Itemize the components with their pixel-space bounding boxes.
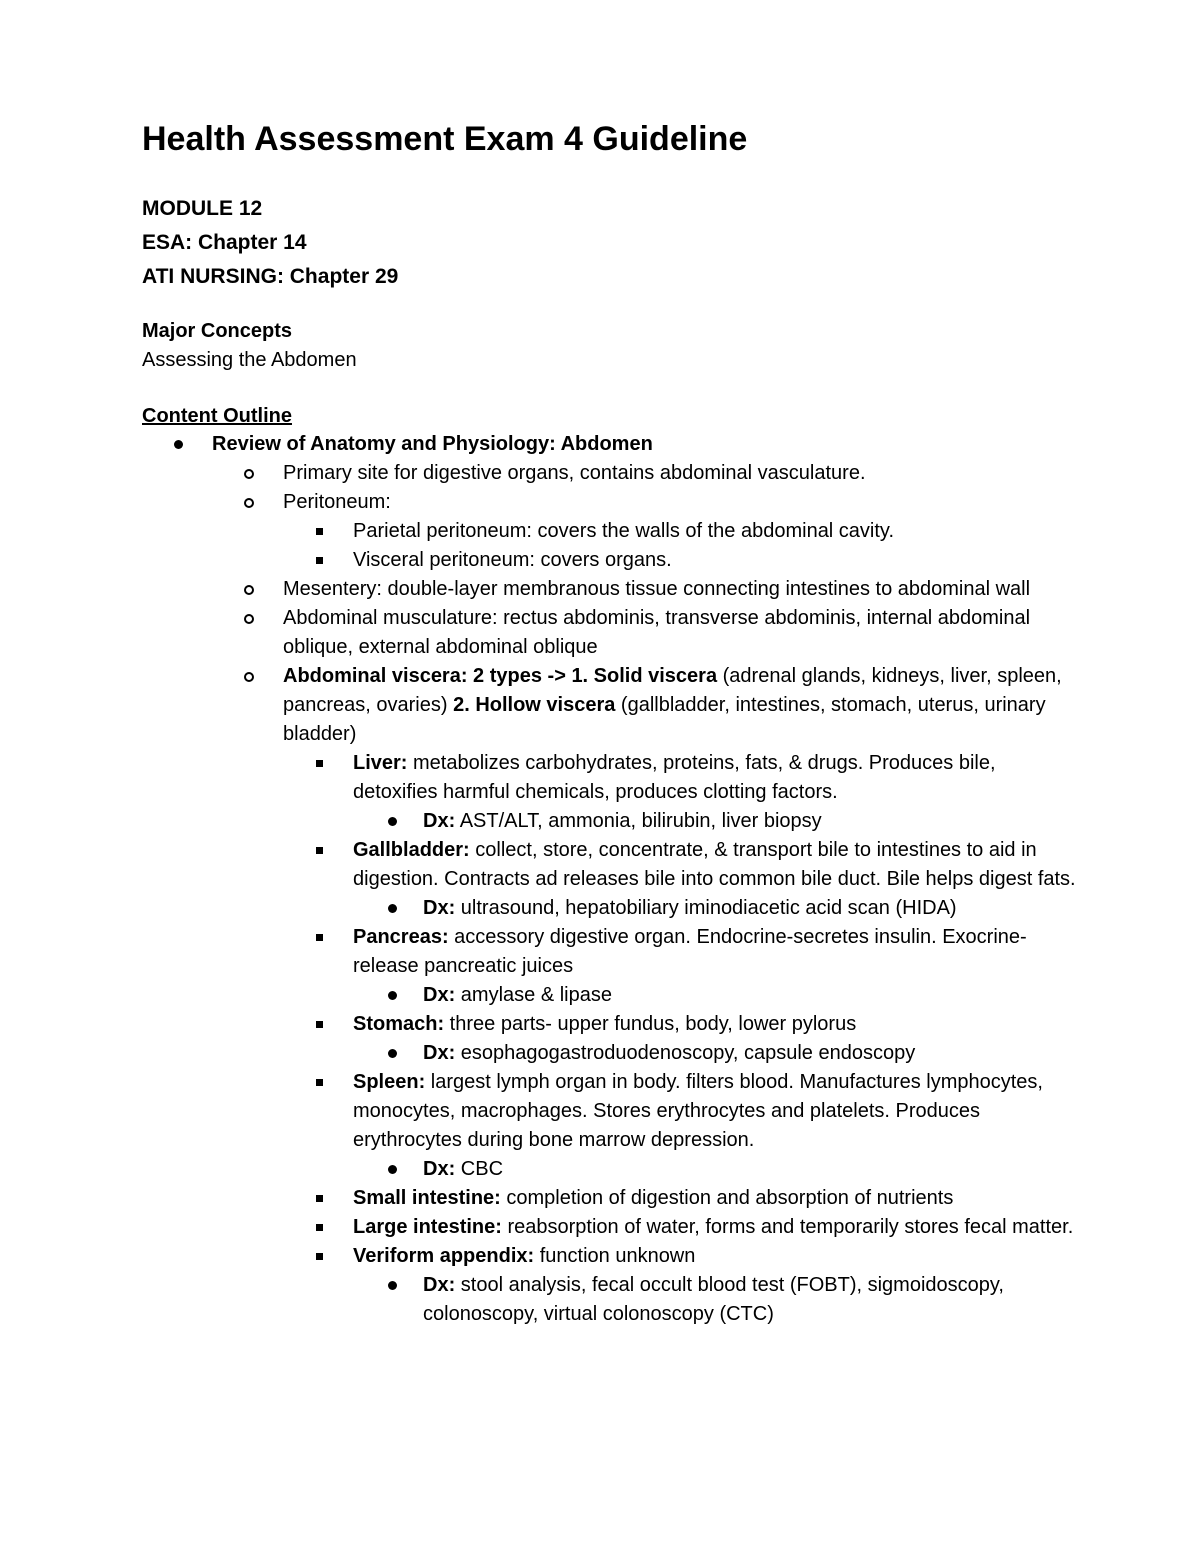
section-label: Review of Anatomy and Physiology: Abdomen <box>212 433 653 455</box>
organ-name: Veriform appendix: <box>353 1245 535 1267</box>
document-title: Health Assessment Exam 4 Guideline <box>142 120 748 158</box>
organ-desc: largest lymph organ in body. filters blood. Manufactures lymphocytes, monocytes, macrophages. Stores erythrocytes and platelets. Produces erythrocytes during bone marrow depression. <box>353 1071 1043 1151</box>
major-concepts <box>142 316 1082 374</box>
circle-bullet-icon <box>244 604 254 633</box>
square-bullet-icon <box>316 923 323 952</box>
organ-name: Liver: <box>353 752 408 774</box>
disc-bullet-icon <box>388 1039 397 1068</box>
dx-item <box>353 1039 1082 1068</box>
dx-label: Dx: <box>423 810 456 832</box>
dx-text: stool analysis, fecal occult blood test (FOBT), sigmoidoscopy, colonoscopy, virtual colonoscopy (CTC) <box>423 1274 1004 1325</box>
organ-desc: function unknown <box>534 1245 696 1267</box>
viscera-text-1: (adrenal glands, kidneys, liver, spleen, pancreas, ovaries) <box>283 665 1062 716</box>
list-item <box>283 546 1082 575</box>
square-bullet-icon <box>316 1213 323 1242</box>
list-item <box>142 430 1082 1329</box>
outline-list <box>142 430 1082 1329</box>
dx-label: Dx: <box>423 1042 456 1064</box>
list-item <box>212 459 1082 488</box>
square-bullet-icon <box>316 1068 323 1097</box>
dx-item <box>353 1155 1082 1184</box>
sub-list <box>212 459 1082 1329</box>
organ-spleen <box>283 1068 1082 1184</box>
item-text: Peritoneum: <box>283 491 391 513</box>
organ-desc: reabsorption of water, forms and temporarily stores fecal matter. <box>501 1216 1074 1238</box>
disc-bullet-icon <box>388 981 397 1010</box>
dx-list <box>353 1271 1082 1329</box>
item-text: Abdominal musculature: rectus abdominis, transverse abdominis, internal abdominal oblique, external abdominal oblique <box>283 607 1031 658</box>
circle-bullet-icon <box>244 662 254 691</box>
square-bullet-icon <box>316 836 323 865</box>
square-bullet-icon <box>316 517 323 546</box>
dx-text: AST/ALT, ammonia, bilirubin, liver biopsy <box>455 810 822 832</box>
dx-text: CBC <box>455 1158 504 1180</box>
organ-large-intestine <box>283 1213 1082 1242</box>
dx-item <box>353 981 1082 1010</box>
organ-small-intestine <box>283 1184 1082 1213</box>
organ-name: Gallbladder: <box>353 839 470 861</box>
organ-name: Large intestine: <box>353 1216 502 1238</box>
dx-list <box>353 894 1082 923</box>
module-number: MODULE 12 <box>142 197 263 220</box>
organ-stomach <box>283 1010 1082 1068</box>
square-bullet-icon <box>316 1242 323 1271</box>
dx-list <box>353 1155 1082 1184</box>
disc-bullet-icon <box>388 807 397 836</box>
organ-pancreas <box>283 923 1082 1010</box>
viscera-bold-2: 2. Hollow viscera <box>453 694 616 716</box>
dx-text: ultrasound, hepatobiliary iminodiacetic acid scan (HIDA) <box>455 897 957 919</box>
disc-bullet-icon <box>388 894 397 923</box>
ati-chapter: ATI NURSING: Chapter 29 <box>142 265 399 288</box>
dx-text: esophagogastroduodenoscopy, capsule endoscopy <box>455 1042 916 1064</box>
organ-liver <box>283 749 1082 836</box>
major-concepts-heading: Major Concepts <box>142 320 293 342</box>
list-item <box>212 662 1082 1329</box>
disc-bullet-icon <box>174 430 183 459</box>
organ-desc: accessory digestive organ. Endocrine-secretes insulin. Exocrine-release pancreatic juices <box>353 926 1027 977</box>
organ-name: Stomach: <box>353 1013 445 1035</box>
document-page <box>142 114 1082 1329</box>
dx-list <box>353 981 1082 1010</box>
list-item <box>212 488 1082 575</box>
dx-label: Dx: <box>423 984 456 1006</box>
organ-desc: completion of digestion and absorption of nutrients <box>500 1187 954 1209</box>
dx-label: Dx: <box>423 897 456 919</box>
disc-bullet-icon <box>388 1271 397 1300</box>
list-item <box>212 575 1082 604</box>
dx-item <box>353 1271 1082 1329</box>
organ-name: Small intestine: <box>353 1187 501 1209</box>
circle-bullet-icon <box>244 459 254 488</box>
dx-label: Dx: <box>423 1158 456 1180</box>
square-bullet-icon <box>316 546 323 575</box>
viscera-bold-1: Abdominal viscera: 2 types -> 1. Solid viscera <box>283 665 718 687</box>
square-bullet-icon <box>316 1010 323 1039</box>
dx-item <box>353 807 1082 836</box>
circle-bullet-icon <box>244 575 254 604</box>
viscera-text-2: (gallbladder, intestines, stomach, uterus, urinary bladder) <box>283 694 1046 745</box>
content-outline-heading: Content Outline <box>142 405 292 427</box>
dx-label: Dx: <box>423 1274 456 1296</box>
organ-name: Spleen: <box>353 1071 426 1093</box>
circle-bullet-icon <box>244 488 254 517</box>
organ-appendix <box>283 1242 1082 1329</box>
organ-gallbladder <box>283 836 1082 923</box>
organ-desc: collect, store, concentrate, & transport bile to intestines to aid in digestion. Contracts ad releases bile into common bile duct. Bile helps digest fats. <box>353 839 1076 890</box>
square-bullet-icon <box>316 1184 323 1213</box>
organ-desc: metabolizes carbohydrates, proteins, fats, & drugs. Produces bile, detoxifies harmful chemicals, produces clotting factors. <box>353 752 996 803</box>
dx-text: amylase & lipase <box>455 984 612 1006</box>
square-bullet-icon <box>316 749 323 778</box>
item-text: Mesentery: double-layer membranous tissue connecting intestines to abdominal wall <box>283 578 1031 600</box>
dx-list <box>353 1039 1082 1068</box>
disc-bullet-icon <box>388 1155 397 1184</box>
item-text: Parietal peritoneum: covers the walls of the abdominal cavity. <box>353 520 895 542</box>
list-item <box>212 604 1082 662</box>
organ-name: Pancreas: <box>353 926 449 948</box>
sub-list <box>283 517 1082 575</box>
module-info <box>142 192 1082 294</box>
item-text: Visceral peritoneum: covers organs. <box>353 549 672 571</box>
organ-list <box>283 749 1082 1329</box>
item-text: Primary site for digestive organs, contains abdominal vasculature. <box>283 462 866 484</box>
major-concepts-text: Assessing the Abdomen <box>142 349 357 371</box>
list-item <box>283 517 1082 546</box>
organ-desc: three parts- upper fundus, body, lower pylorus <box>444 1013 857 1035</box>
esa-chapter: ESA: Chapter 14 <box>142 231 307 254</box>
dx-item <box>353 894 1082 923</box>
dx-list <box>353 807 1082 836</box>
